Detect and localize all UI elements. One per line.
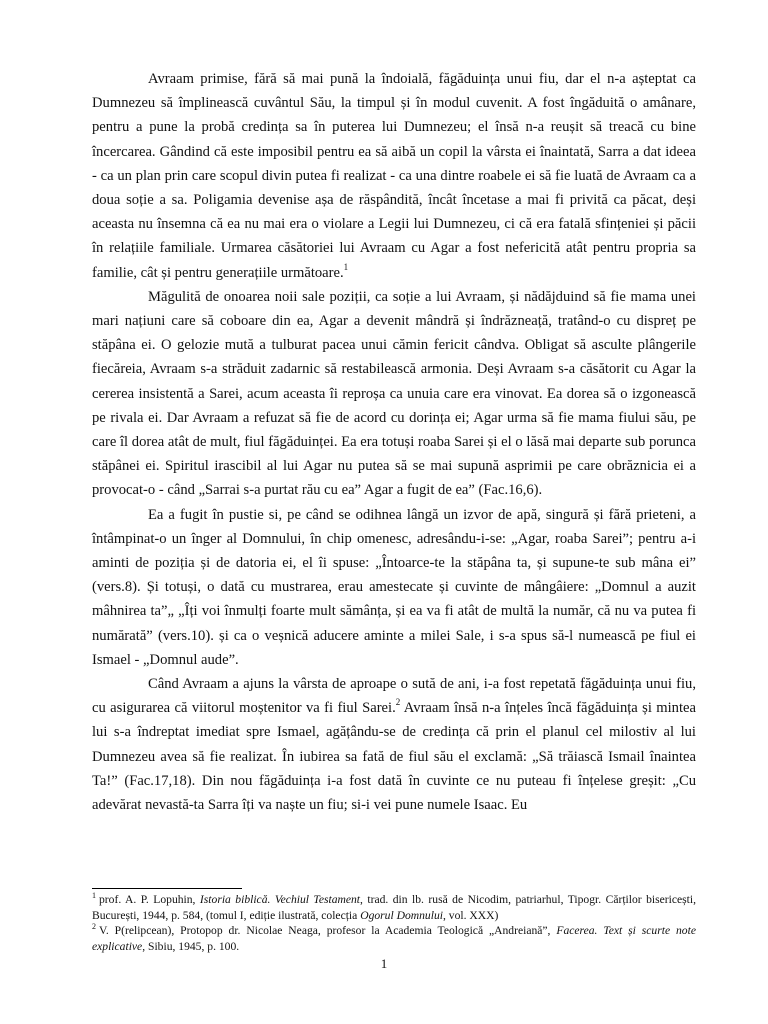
footnote-mark: 1 — [92, 891, 96, 901]
footnote-1: $^1$ prof. A. P. Lopuhin, Istoria biblică. Vechiul Testament, trad. din lb. rusă de Nicodim, patriarhul, Tipogr. Cărților bisericești, București, 1944, p. 584, (tomul I, ediție ilustrată, colecția Ogorul Domnului, vol. XXX) — [92, 891, 697, 922]
paragraph-2: Măgulită de onoarea noii sale poziții, ca soție a lui Avraam, și nădăjduind să fie mama unei mari națiuni care să coboare din ea, Agar a devenit mândră și îndrăzneață, tratând-o cu dispreț pe stăpâna ei. O gelozie mută a tulburat pacea unui cămin fericit cândva. Obligat să asculte plângerile fiecăreia, Avraam s-a străduit zadarnic să restabilească armonia. Deși Avraam s-a căsătorit cu Agar la cererea insistentă a Sarei, acum aceasta îi reproșa ca unuia care era vinovat. Ea dorea să o izgonească pe rivala ei. Dar Avraam a refuzat să fie de acord cu dorința ei; Agar urma să fie mama fiului său, pe care îl dorea atât de mult, fiul făgăduinței. Ea era totuși roaba Sarei și el o lăsă mai departe sub porunca stăpânei ei. Spiritul irascibil al lui Agar nu putea să se mai supună asprimii pe care obrăznicia ei a provocat-o - când „Sarrai s-a purtat rău cu ea” Agar a fugit de ea” (Fac.16,6). — [92, 288, 696, 499]
paragraph-4: Când Avraam a ajuns la vârsta de aproape o sută de ani, i-a fost repetată făgăduința unui fiu, cu asigurarea că viitorul moștenitor va fi fiul Sarei.$^2$ Avraam însă n-a înțeles încă făgăduința și mintea lui s-a îndreptat imediat spre Ismael, agățându-se de credința că prin el planul cel milostiv al lui Dumnezeu avea să fie realizat. În iubirea sa fată de fiul său el exclamă: „Să trăiască Ismail înaintea Ta!” (Fac.17,18). Din nou făgăduința i-a fost dată în cuvinte ce nu puteau fi înțelese greșit: „Cu adevărat nevastă-ta Sarra îți va naște un fiu; si-i vei pune numele Isaac. Eu — [92, 676, 696, 814]
paragraph-1: Avraam primise, fără să mai pună la îndoială, făgăduința unui fiu, dar el n-a așteptat ca Dumnezeu să împlinească cuvântul Său, la timpul și în modul cuvenit. A fost îngăduită o amânare, pentru a pune la probă credința sa în puterea lui Dumnezeu; el însă n-a reușit să treacă cu bine încercarea. Gândind că este imposibil pentru ea să aibă un copil la vârsta ei înaintată, Sarra a dat ideea - ca un plan prin care scopul divin putea fi realizat - ca una dintre roabele ei să fie luată de Avraam ca a doua soție a sa. Poligamia devenise așa de răspândită, încât încetase a mai fi privită ca păcat, deși aceasta nu însemna că ea nu mai era o violare a Legii lui Dumnezeu, ci că era fatală sfințeniei și păcii în relațiile familiale. Urmarea căsătoriei lui Avraam cu Agar a fost nefericită atât pentru propria sa familie, cât și pentru generațiile următoare.$^1$ — [92, 71, 696, 281]
footnote-mark: 2 — [92, 922, 96, 932]
footnote-2: $^2$ V. P(relipcean), Protopop dr. Nicolae Neaga, profesor la Academia Teologică „Andreiană”, Facerea. Text și scurte note explicative, Sibiu, 1945, p. 100. — [92, 922, 696, 953]
footnote-ref-2[interactable]: 2 — [395, 697, 401, 708]
footnotes — [92, 892, 696, 954]
page-number: 1 — [380, 956, 388, 971]
paragraph-3: Ea a fugit în pustie si, pe când se odihnea lângă un izvor de apă, singură și fără prieteni, a întâmpinat-o un înger al Domnului, în chip omenesc, adresându-i-se: „Agar, roaba Sarei”; pentru a-i aminti de poziția și de datoria ei, el îi spuse: „Întoarce-te la stăpâna ta, și supune-te sub mâna ei” (vers.8). Și totuși, o dată cu mustrarea, erau amestecate și cuvinte de mângâiere: „Domnul a auzit mâhnirea ta”„ „Îți voi înmulți foarte mult sămânța, și ea va fi atât de multă la număr, că nu va putea fi numărată” (vers.10). și ca o veșnică aducere aminte a milei Sale, i s-a spus să-l numească pe fiul ei Ismael - „Domnul aude”. — [92, 506, 696, 668]
body-text — [92, 67, 696, 817]
footnote-separator — [92, 888, 242, 889]
footnote-ref-1[interactable]: 1 — [343, 261, 349, 272]
